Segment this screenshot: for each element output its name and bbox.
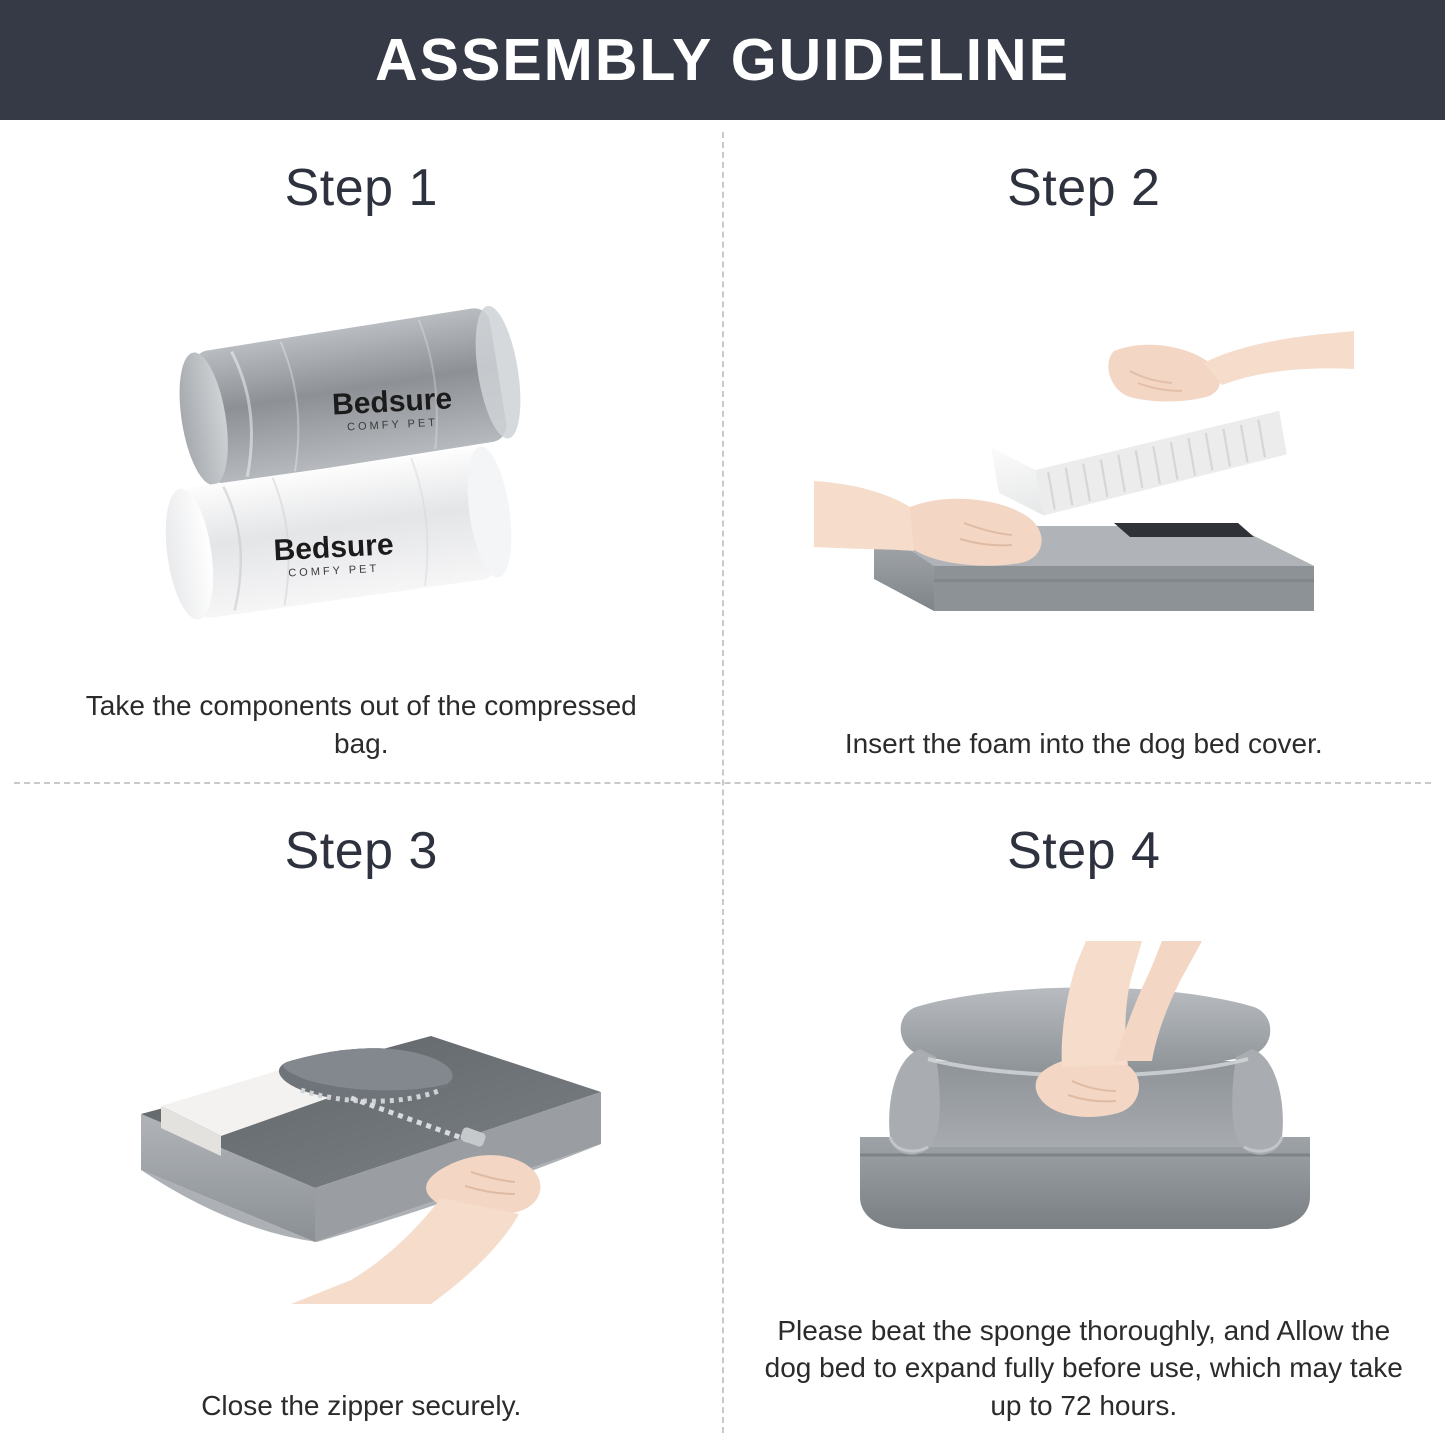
steps-grid — [0, 120, 1445, 1445]
step-4-caption: Please beat the sponge thoroughly, and Allow the dog bed to expand fully before use, which may take up to 72 hours. — [764, 1314, 1403, 1422]
step-4-title: Step 4 — [1007, 821, 1161, 880]
step-2-illustration — [753, 228, 1416, 725]
step-3-title: Step 3 — [284, 821, 438, 880]
step-1-illustration — [30, 228, 693, 687]
step-3-illustration — [30, 891, 693, 1388]
compressed-rolls-graphic — [131, 292, 591, 622]
svg-text:COMFY PET: COMFY PET — [288, 563, 380, 580]
beat-sponge-graphic — [824, 941, 1344, 1261]
step-3-cell — [0, 783, 723, 1445]
svg-text:COMFY PET: COMFY PET — [347, 417, 439, 434]
page-title: ASSEMBLY GUIDELINE — [375, 27, 1070, 93]
svg-text:Bedsure: Bedsure — [272, 528, 395, 568]
step-4-illustration — [753, 891, 1416, 1312]
step-1-caption: Take the components out of the compressed bag. — [85, 689, 637, 759]
svg-text:Bedsure: Bedsure — [331, 382, 454, 423]
close-zipper-graphic — [101, 974, 621, 1304]
step-2-title: Step 2 — [1007, 159, 1161, 217]
step-3-caption: Close the zipper securely. — [201, 1390, 522, 1422]
step-4-cell — [723, 783, 1445, 1445]
step-1-cell — [0, 120, 723, 783]
insert-foam-graphic — [814, 311, 1354, 641]
hand-upper — [1108, 331, 1354, 402]
step-1-title: Step 1 — [284, 159, 438, 217]
page-header — [0, 0, 1445, 120]
step-2-caption: Insert the foam into the dog bed cover. — [844, 727, 1323, 759]
step-2-cell — [723, 120, 1445, 783]
